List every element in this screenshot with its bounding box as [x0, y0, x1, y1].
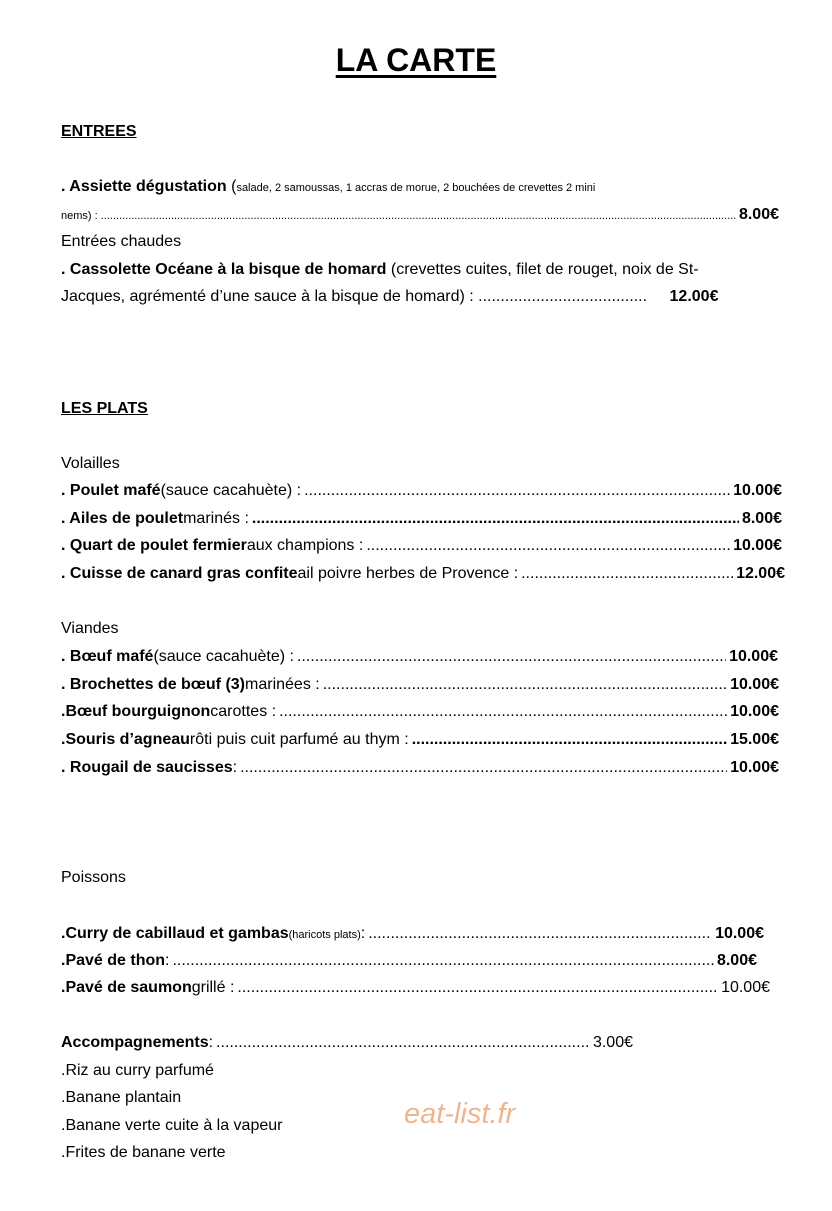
menu-item — [61, 676, 779, 694]
assiette-desc2: nems) : — [61, 210, 98, 222]
menu-item — [61, 537, 782, 555]
item-price: 10.00€ — [721, 979, 770, 996]
menu-item — [61, 759, 779, 777]
leader-dots — [101, 210, 736, 222]
menu-item — [61, 648, 778, 666]
item-desc: (sauce cacahuète) : — [160, 482, 302, 499]
item-desc: : — [165, 952, 170, 969]
item-desc: carottes : — [210, 703, 277, 720]
item-name: . Quart de poulet fermier — [61, 537, 247, 554]
item-price: 10.00€ — [730, 759, 779, 776]
item-name: . Cuisse de canard gras confite — [61, 565, 298, 582]
leader-dots — [237, 979, 718, 997]
cassolette-name: . Cassolette Océane à la bisque de homard — [61, 261, 387, 278]
item-name: .Pavé de thon — [61, 952, 166, 969]
cassolette-line1 — [61, 261, 699, 279]
item-desc: (sauce cacahuète) : — [153, 648, 294, 665]
page-title: LA CARTE — [335, 42, 497, 78]
item-desc: (haricots plats) — [288, 929, 361, 941]
item-price: 10.00€ — [729, 648, 778, 665]
leader-dots — [412, 731, 727, 749]
item-desc: : — [232, 759, 238, 776]
item-desc: ail poivre herbes de Provence : — [297, 565, 519, 582]
leader-dots — [279, 703, 727, 721]
leader-dots — [216, 1034, 590, 1052]
menu-item — [61, 703, 779, 721]
leader-dots — [368, 925, 712, 943]
item-price: 8.00€ — [716, 952, 757, 969]
item-name: . Brochettes de bœuf (3) — [61, 676, 246, 693]
leader-dots — [521, 565, 733, 583]
accompagnements-price: 3.00€ — [592, 1034, 633, 1051]
poissons-label: Poissons — [61, 869, 126, 886]
assiette-desc: salade, 2 samoussas, 1 accras de morue, 2 bouchées de crevettes 2 mini — [236, 182, 596, 194]
menu-item — [61, 925, 764, 943]
assiette-price: 8.00€ — [738, 206, 779, 223]
side-item: .Banane verte cuite à la vapeur — [61, 1117, 283, 1134]
item-price: 10.00€ — [715, 925, 764, 942]
item-price: 12.00€ — [736, 565, 785, 582]
item-price: 10.00€ — [730, 676, 779, 693]
watermark-logo: eat-list.fr — [404, 1098, 516, 1130]
item-name: . Rougail de saucisses — [61, 759, 233, 776]
item-name: . Poulet mafé — [61, 482, 161, 499]
leader-dots — [297, 648, 726, 666]
cassolette-desc2: Jacques, agrémenté d’une sauce à la bisque de homard) : ...................................... — [61, 288, 648, 305]
menu-item — [61, 979, 770, 997]
menu-item — [61, 482, 782, 500]
assiette-line2 — [61, 206, 779, 224]
accompagnements-line — [61, 1034, 633, 1052]
cassolette-desc: (crevettes cuites, filet de rouget, noix de St- — [386, 261, 699, 278]
leader-dots — [252, 510, 739, 528]
menu-item — [61, 510, 782, 528]
accompagnements-sep: : — [208, 1034, 214, 1051]
menu-item — [61, 565, 785, 583]
leader-dots — [172, 952, 713, 970]
item-price: 8.00€ — [741, 510, 782, 527]
menu-item — [61, 952, 757, 970]
side-item: .Riz au curry parfumé — [61, 1062, 214, 1079]
plats-heading: LES PLATS — [61, 400, 148, 417]
item-price: 15.00€ — [730, 731, 779, 748]
entrees-heading: ENTREES — [61, 123, 137, 140]
item-desc: marinés : — [183, 510, 249, 527]
item-name: .Bœuf bourguignon — [61, 703, 211, 720]
item-desc: aux champions : — [246, 537, 364, 554]
assiette-line1 — [61, 178, 595, 196]
item-price: 10.00€ — [733, 537, 782, 554]
item-desc: grillé : — [191, 979, 235, 996]
item-name: . Bœuf mafé — [61, 648, 154, 665]
item-price: 10.00€ — [730, 703, 779, 720]
item-name: . Ailes de poulet — [61, 510, 184, 527]
entrees-chaudes-label: Entrées chaudes — [61, 233, 182, 250]
leader-dots — [323, 676, 727, 694]
item-desc: rôti puis cuit parfumé au thym : — [189, 731, 409, 748]
item-price: 10.00€ — [733, 482, 782, 499]
item-desc-tail: : — [360, 925, 366, 942]
leader-dots — [240, 759, 727, 777]
item-name: .Pavé de saumon — [61, 979, 192, 996]
cassolette-line2 — [61, 288, 718, 306]
leader-dots — [304, 482, 730, 500]
accompagnements-label: Accompagnements — [61, 1034, 209, 1051]
cassolette-price: 12.00€ — [669, 288, 719, 305]
leader-dots — [366, 537, 730, 555]
item-name: .Curry de cabillaud et gambas — [61, 925, 289, 942]
side-item: .Frites de banane verte — [61, 1144, 226, 1161]
side-item: .Banane plantain — [61, 1089, 182, 1106]
assiette-name: Assiette dégustation — [69, 178, 227, 195]
assiette-prefix: . — [61, 178, 70, 195]
item-desc: marinées : — [245, 676, 320, 693]
item-name: .Souris d’agneau — [61, 731, 190, 748]
assiette-paren: ( — [226, 178, 237, 195]
menu-item — [61, 731, 779, 749]
volailles-label: Volailles — [61, 455, 120, 472]
viandes-label: Viandes — [61, 620, 119, 637]
